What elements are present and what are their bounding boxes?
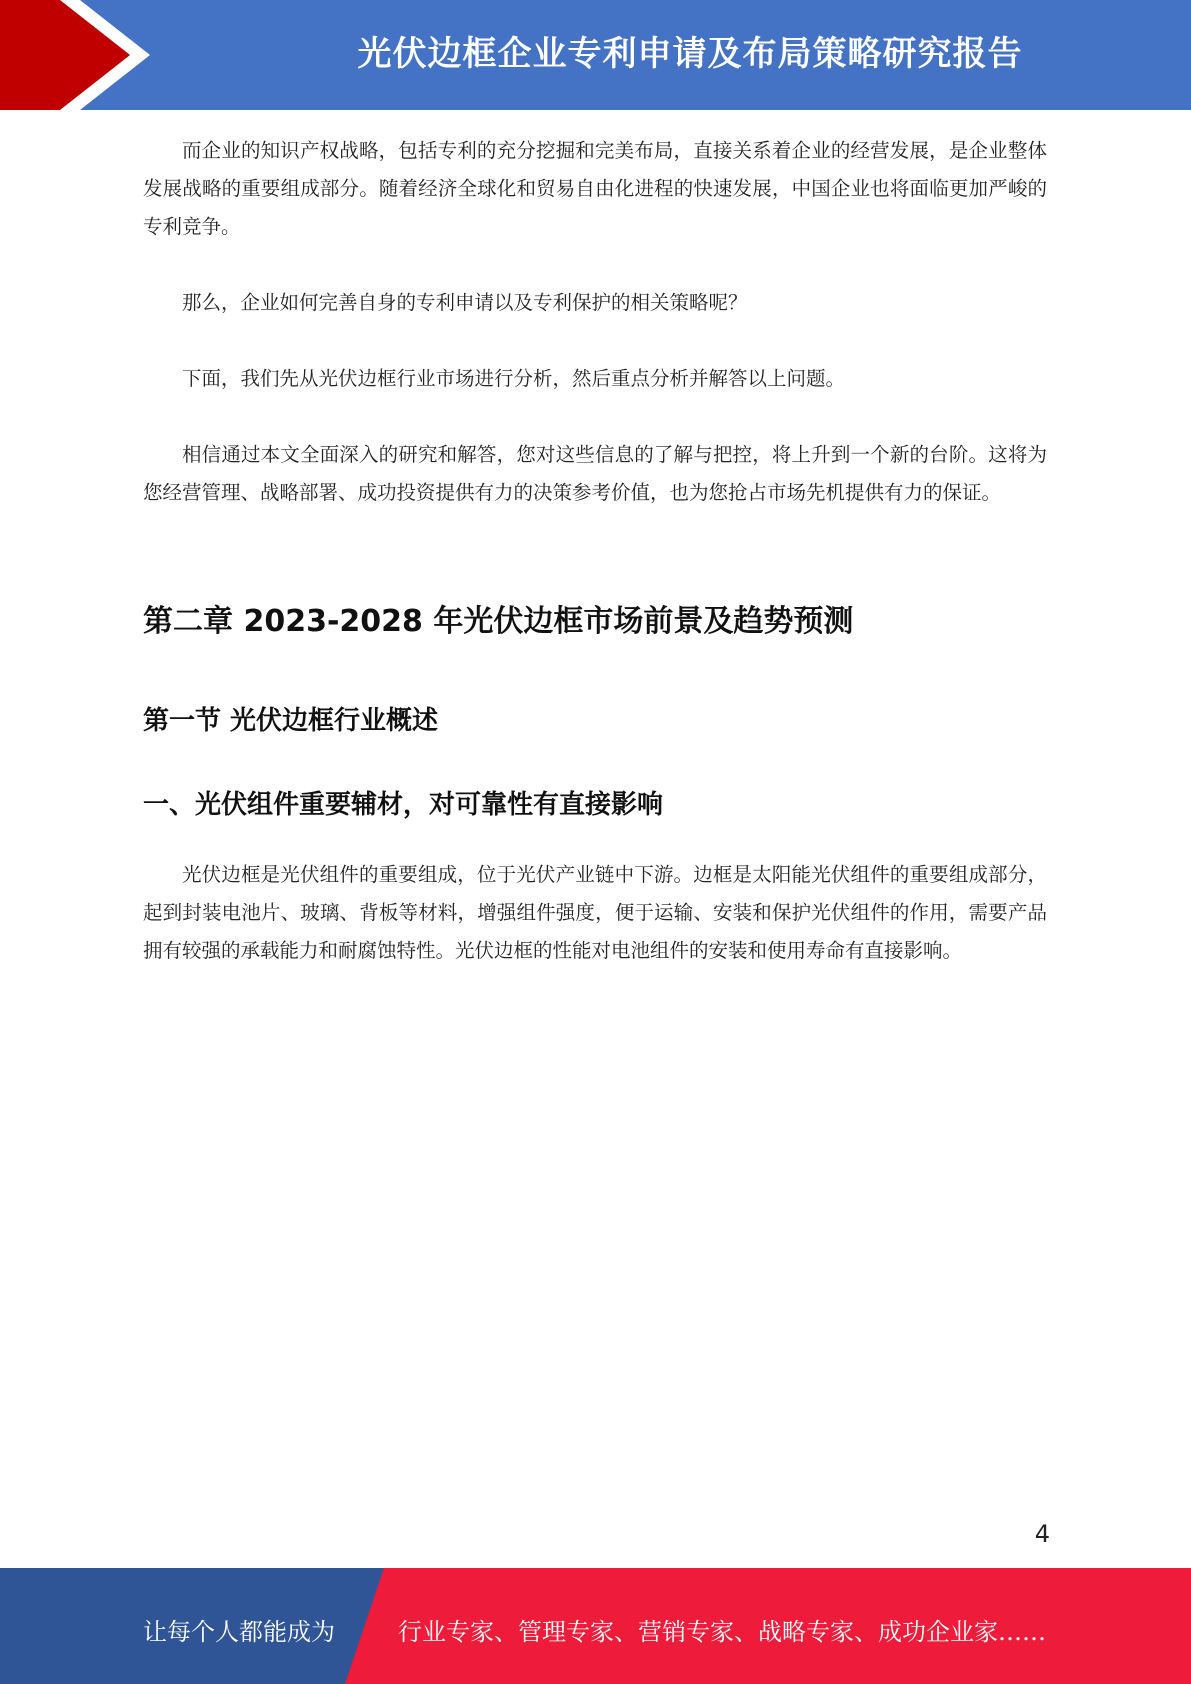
paragraph-value: 相信通过本文全面深入的研究和解答，您对这些信息的了解与把控，将上升到一个新的台阶。这将为您经营管理、战略部署、成功投资提供有力的决策参考价值，也为您抢占市场先机提供有力的保证。: [143, 443, 1047, 504]
intro-text-block: [143, 132, 1047, 512]
paragraph-analysis-intro: 下面，我们先从光伏边框行业市场进行分析，然后重点分析并解答以上问题。: [182, 367, 846, 390]
document-title: 光伏边框企业专利申请及布局策略研究报告: [357, 34, 1023, 74]
header-banner: [0, 0, 1191, 110]
paragraph-ip-strategy: 而企业的知识产权战略，包括专利的充分挖掘和完美布局，直接关系着企业的经营发展，是企业整体发展战略的重要组成部分。随着经济全球化和贸易自由化进程的快速发展，中国企业也将面临更加严峻的专利竞争。: [143, 139, 1047, 238]
footer-slogan-right: 行业专家、管理专家、营销专家、战略专家、成功企业家……: [398, 1618, 1046, 1646]
footer-banner: [0, 1568, 1191, 1684]
footer-slogan-left: 让每个人都能成为: [143, 1618, 335, 1646]
chapter-heading: 第二章 2023-2028 年光伏边框市场前景及趋势预测: [143, 604, 854, 639]
section-heading: 第一节 光伏边框行业概述: [143, 706, 439, 736]
page-number: 4: [1034, 1520, 1050, 1548]
overview-text-block: [143, 856, 1047, 970]
subsection-heading: 一、光伏组件重要辅材，对可靠性有直接影响: [143, 790, 664, 820]
paragraph-question: 那么，企业如何完善自身的专利申请以及专利保护的相关策略呢？: [182, 291, 748, 314]
header-red-chevron: [0, 0, 145, 110]
paragraph-frame-overview: 光伏边框是光伏组件的重要组成，位于光伏产业链中下游。边框是太阳能光伏组件的重要组成部分，起到封装电池片、玻璃、背板等材料，增强组件强度，便于运输、安装和保护光伏组件的作用，需要产品拥有较强的承载能力和耐腐蚀特性。光伏边框的性能对电池组件的安装和使用寿命有直接影响。: [143, 863, 1047, 962]
